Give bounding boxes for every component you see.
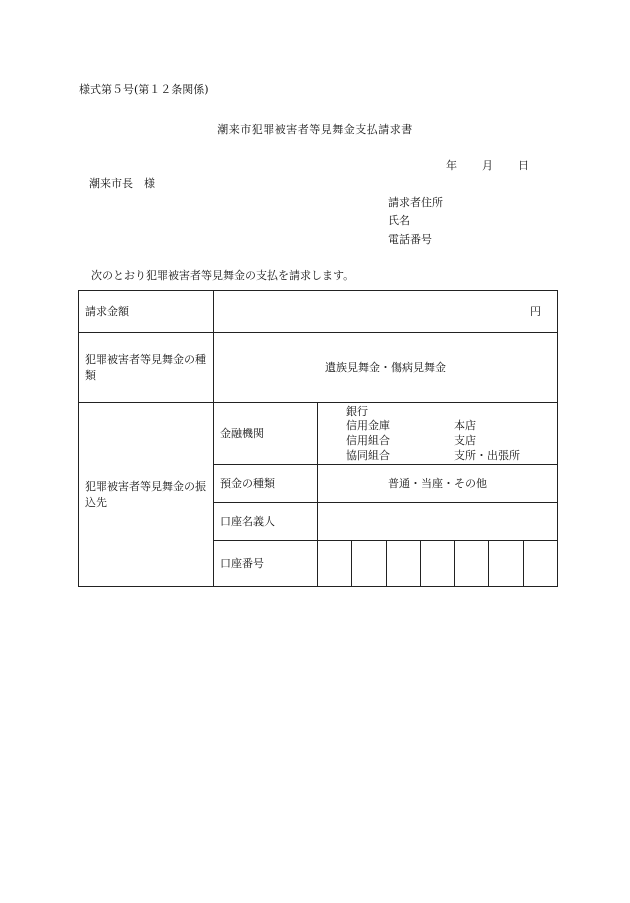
account-number-field [318,541,558,587]
institution-label: 金融機関 [214,403,318,465]
account-digit-box[interactable] [454,541,488,586]
account-digit-box[interactable] [523,541,557,586]
claim-form-table [78,290,558,587]
date-month-label: 月 [482,159,493,172]
date-year-label: 年 [446,159,457,172]
institution-row [79,403,558,465]
account-digit-box[interactable] [386,541,420,586]
applicant-name-label: 氏名 [388,214,410,227]
deposit-type-options[interactable]: 普通・当座・その他 [318,465,558,503]
applicant-phone-label: 電話番号 [388,233,432,246]
applicant-address-label: 請求者住所 [388,196,443,209]
account-number-label: 口座番号 [214,541,318,587]
amount-label: 請求金額 [79,291,214,333]
institution-type-shinkin[interactable]: 信用金庫 [346,418,390,432]
addressee: 潮来市長 様 [89,177,155,190]
intro-text: 次のとおり犯罪被害者等見舞金の支払を請求します。 [91,269,355,282]
institution-field[interactable] [318,403,558,465]
date-day-label: 日 [518,159,529,172]
deposit-type-label: 預金の種類 [214,465,318,503]
branch-type-sub-branch[interactable]: 支所・出張所 [454,448,520,462]
amount-field[interactable] [214,291,558,333]
transfer-label: 犯罪被害者等見舞金の振込先 [79,403,214,587]
institution-type-cooperative[interactable]: 協同組合 [346,448,390,462]
type-row [79,333,558,403]
institution-type-bank[interactable]: 銀行 [346,404,368,418]
account-holder-field[interactable] [318,503,558,541]
account-digit-box[interactable] [351,541,385,586]
document-title: 潮来市犯罪被害者等見舞金支払請求書 [217,123,413,136]
institution-options [318,404,557,464]
amount-unit: 円 [530,304,541,318]
account-holder-label: 口座名義人 [214,503,318,541]
form-number: 様式第５号(第１２条関係) [79,83,209,96]
branch-type-head-office[interactable]: 本店 [454,418,476,432]
amount-row [79,291,558,333]
account-digit-box[interactable] [420,541,454,586]
account-digit-box[interactable] [488,541,522,586]
account-digit-box[interactable] [318,541,351,586]
type-label: 犯罪被害者等見舞金の種類 [79,333,214,403]
institution-type-credit-union[interactable]: 信用組合 [346,433,390,447]
type-options[interactable]: 遺族見舞金・傷病見舞金 [214,333,558,403]
branch-type-branch[interactable]: 支店 [454,433,476,447]
